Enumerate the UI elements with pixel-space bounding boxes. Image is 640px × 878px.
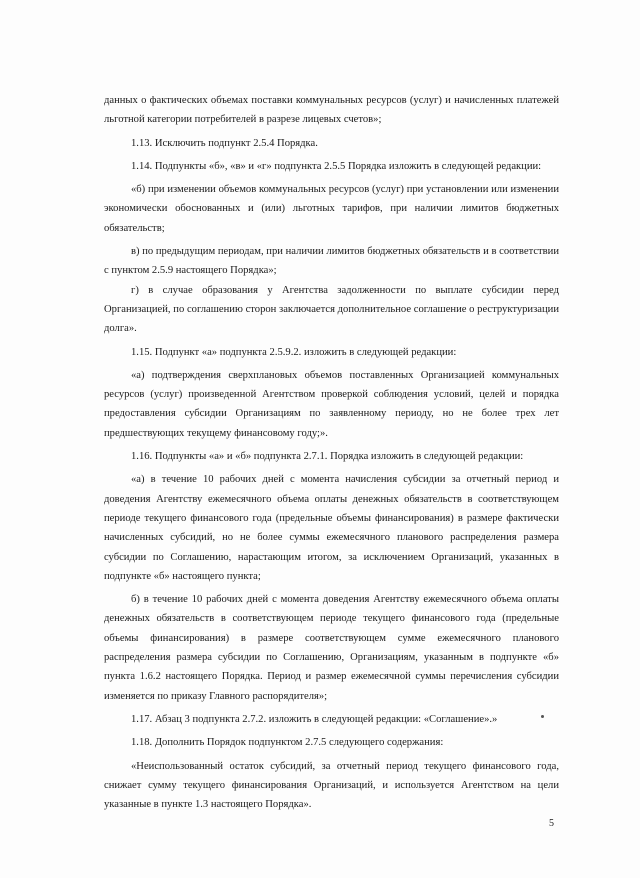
paragraph-1-14-v: в) по предыдущим периодам, при наличии лимитов бюджетных обязательств и в соответствии с пунктом 2.5.9 настоящего Порядка»; [104, 246, 559, 277]
document-body [104, 91, 559, 814]
paragraph-1-15: 1.15. Подпункт «а» подпункта 2.5.9.2. изложить в следующей редакции: [131, 346, 457, 358]
paragraph-1-18-quote: «Неиспользованный остаток субсидий, за отчетный период текущего финансового года, снижает сумму текущего финансирования Организаций, и используется Агентством на цели указанные в пункте 1.3 настоящего Порядка». [104, 760, 559, 811]
paragraph-1-14: 1.14. Подпункты «б», «в» и «г» подпункта 2.5.5 Порядка изложить в следующей редакции: [131, 160, 542, 172]
paragraph-continuation: данных о фактических объемах поставки коммунальных ресурсов (услуг) и начисленных платежей льготной категории потребителей в разрезе лицевых счетов»; [104, 95, 559, 126]
page-number: 5 [549, 818, 554, 829]
paragraph-1-17: 1.17. Абзац 3 подпункта 2.7.2. изложить в следующей редакции: «Соглашение».» [131, 713, 498, 725]
paragraph-1-16: 1.16. Подпункты «а» и «б» подпункта 2.7.1. Порядка изложить в следующей редакции: [131, 451, 524, 463]
paragraph-1-16-b: б) в течение 10 рабочих дней с момента доведения Агентству ежемесячного объема оплаты денежных обязательств в соответствующем периоде текущего финансового года (предельные объемы финансирования) в размере соответствующем сумме ежемесячного планового распределения размера субсидии по Соглашению, Организациям, указанным в подпункте «б» пункта 1.6.2 настоящего Порядка. Период и размер ежемесячной суммы перечисления субсидии изменяется по приказу Главного распорядителя»; [104, 594, 559, 702]
paragraph-1-13: 1.13. Исключить подпункт 2.5.4 Порядка. [131, 137, 318, 149]
scan-speck [541, 715, 544, 718]
paragraph-1-14-g: г) в случае образования у Агентства задолженности по выплате субсидии перед Организацией, по соглашению сторон заключается дополнительное соглашение о реструктуризации долга». [104, 284, 559, 335]
paragraph-1-15-a: «а) подтверждения сверхплановых объемов поставленных Организацией коммунальных ресурсов (услуг) произведенной Агентством проверкой соблюдения условий, целей и порядка предоставления субсидии Организациям по заявленному периоду, но не более трех лет предшествующих текущему финансовому году;». [104, 369, 559, 439]
paragraph-1-16-a: «а) в течение 10 рабочих дней с момента начисления субсидии за отчетный период и доведения Агентству ежемесячного объема оплаты денежных обязательств в соответствующем периоде текущего финансового года (предельные объемы финансирования) в размере фактически начисленных субсидий, но не более суммы ежемесячного планового распределения размера субсидии по Соглашению, нарастающим итогом, за исключением Организаций, указанных в подпункте «б» настоящего пункта; [104, 474, 559, 582]
paragraph-1-14-b: «б) при изменении объемов коммунальных ресурсов (услуг) при установлении или изменении экономически обоснованных и (или) льготных тарифов, при наличии лимитов бюджетных обязательств; [104, 184, 559, 234]
paragraph-1-18: 1.18. Дополнить Порядок подпунктом 2.7.5 следующего содержания: [131, 737, 444, 749]
